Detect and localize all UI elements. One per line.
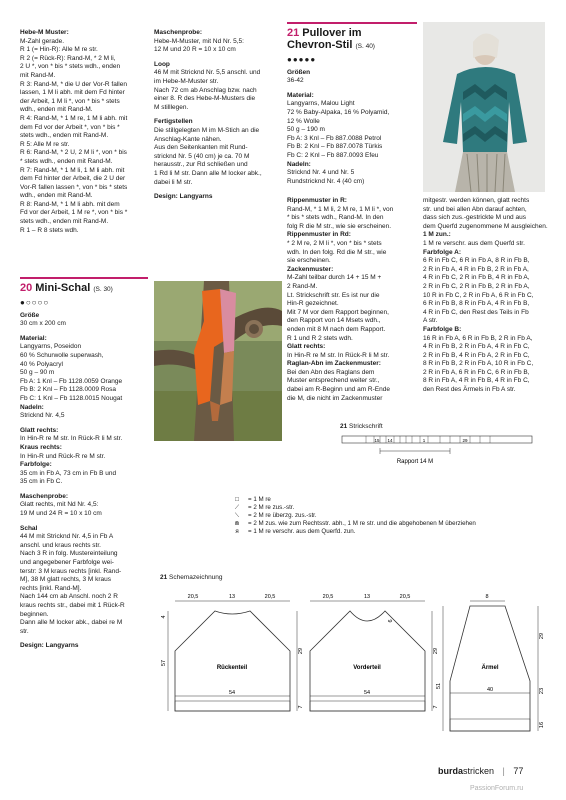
text-heading: Schal	[20, 524, 38, 532]
text-heading: Design: Langyarns	[154, 193, 213, 201]
text-heading: Zackenmuster:	[287, 265, 334, 273]
text-line: den Rest des Ärmels in Fb A str.	[423, 386, 516, 394]
text-line: 12 % Wolle	[287, 117, 320, 125]
text-line: dem Fd hinter der Arbeit, die 2 U der	[20, 175, 126, 183]
text-line: M-Zahl gerade.	[20, 37, 65, 45]
text-line: 2 R in Fb C, 2 R in Fb B, 2 R in Fb A,	[423, 282, 530, 290]
text-line: str.	[20, 627, 29, 635]
legend-row	[226, 496, 546, 504]
text-heading: Maschenprobe:	[154, 29, 203, 36]
text-line: 72 % Baby-Alpaka, 16 % Polyamid,	[287, 108, 390, 116]
text-line: lassen, 1 M li abh. mit dem Fd hinter	[20, 89, 125, 97]
text-heading: Raglan-Abn im Zackenmuster:	[287, 360, 381, 368]
text-line: Dann alle M locker abk., dabei re M	[20, 619, 123, 627]
text-line: 46 M mit Stricknd Nr. 5,5 anschl. und	[154, 69, 261, 77]
text-line: A str.	[423, 317, 438, 325]
text-line: Vor-R fallen lassen *, von * bis * stets	[20, 183, 128, 191]
text-heading: Material:	[287, 91, 314, 99]
text-line: 50 g – 90 m	[20, 369, 55, 377]
text-heading: Glatt rechts:	[287, 343, 326, 351]
text-heading: Farbfolge B:	[423, 325, 462, 333]
schemazeichnung	[160, 574, 550, 754]
text-line: Fb A: 1 Knl – Fb 1128.0059 Orange	[20, 377, 123, 385]
page-number: 77	[513, 766, 524, 776]
schema-number: 21	[160, 574, 168, 581]
text-line: Fb C: 1 Knl – Fb 1128.0015 Nougat	[20, 394, 123, 402]
text-line: Glatt rechts, mit Nd Nr. 4,5:	[20, 501, 99, 509]
text-line: 1 M re verschr. aus dem Querfd str.	[423, 239, 525, 247]
column-4-farbfolge	[423, 197, 551, 395]
front-piece	[310, 594, 439, 711]
svg-text:7: 7	[433, 705, 439, 709]
text-line: 30 cm x 200 cm	[20, 320, 66, 328]
svg-text:23: 23	[539, 687, 545, 695]
column-3-rippenmuster	[287, 197, 417, 403]
text-line: M-Zahl teilbar durch 14 + 15 M +	[287, 274, 382, 282]
legend-text: = 2 M zus. wie zum Rechtsstr. abh., 1 M re str. und die abgehobenen M überziehen	[248, 520, 476, 527]
text-line: 40 % Polyacryl	[20, 360, 63, 368]
svg-text:40: 40	[486, 687, 494, 693]
rapport-label: Rapport 14 M	[396, 459, 434, 465]
text-heading: Material:	[20, 334, 47, 342]
text-line: Bei den Abn des Raglans dem	[287, 368, 375, 376]
svg-text:13: 13	[228, 594, 236, 600]
legend-symbol-icon: ⋒	[234, 520, 240, 527]
text-line: Stricknd Nr. 4,5	[20, 412, 65, 420]
photo-mini-schal	[154, 281, 282, 441]
text-line: Die stillgelegten M im M-Stich an die	[154, 126, 260, 134]
text-line: 8 R in Fb A, 4 R in Fb B, 4 R in Fb C,	[423, 377, 530, 385]
text-line: 36-42	[287, 77, 304, 85]
svg-text:6: 6	[388, 619, 394, 623]
section-number: 21	[287, 27, 300, 39]
brand-burda: burda	[438, 766, 464, 776]
text-line: R 1 – R 8 stets wdh.	[20, 226, 79, 234]
text-line: In Hin-R re M str. In Rück-R li M str.	[287, 351, 390, 359]
text-line: In Hin-R und Rück-R re M str.	[20, 452, 106, 460]
section-divider	[20, 277, 148, 279]
text-line: Fb B: 2 Knl – Fb 887.0078 Türkis	[287, 143, 383, 151]
legend-row	[226, 520, 546, 528]
svg-text:Ärmel: Ärmel	[481, 665, 499, 671]
text-line: Langyarns, Malou Light	[287, 100, 355, 108]
text-heading: Rippenmuster in Rd:	[287, 231, 351, 239]
chart-title: Strickschrift	[349, 423, 383, 430]
text-line: mit Rand-M.	[20, 71, 56, 79]
text-heading: Kraus rechts:	[20, 443, 62, 451]
legend-symbol-icon: ᴙ	[235, 528, 239, 535]
text-line: R 5: Alle M re str.	[20, 140, 70, 148]
text-line: dem Querfd zugenommene M ausgleichen.	[423, 222, 548, 230]
text-line: Rand-M, * 1 M li, 2 M re, 1 M li *, von	[287, 205, 394, 213]
text-line: R 2 (= Rück-R): Rand-M, * 2 M li,	[20, 54, 116, 62]
text-line: Fb C: 2 Knl – Fb 887.0093 Efeu	[287, 151, 379, 159]
text-line: M], 38 M glatt rechts, 3 M kraus	[20, 576, 112, 584]
text-line: * bis * stets wdh., Rand-M. In den	[287, 214, 384, 222]
section-title	[287, 27, 417, 53]
svg-text:4: 4	[161, 615, 167, 619]
grid-number-14: 14	[387, 438, 393, 443]
text-line: Langyarns, Poseidon	[20, 343, 82, 351]
text-line: Fb B: 2 Knl – Fb 1128.0009 Rosa	[20, 386, 116, 394]
text-heading: Nadeln:	[287, 160, 311, 168]
text-line: stets wdh., enden mit Rand-M.	[20, 218, 109, 226]
text-line: wdh. In den folg. Rd die M str., wie	[287, 248, 387, 256]
text-heading: Farbfolge:	[20, 461, 52, 469]
text-line: Mit 7 M vor dem Rapport beginnen,	[287, 308, 389, 316]
text-line: stets wdh., enden mit Rand-M.	[20, 132, 109, 140]
text-line: herausstr., zur Rd schließen und	[154, 161, 248, 169]
section-divider	[287, 22, 417, 24]
svg-text:Rückenteil: Rückenteil	[216, 665, 248, 671]
section-21-pullover	[287, 22, 417, 186]
svg-text:Vorderteil: Vorderteil	[353, 665, 381, 671]
text-line: Anschlag-Kante nähen.	[154, 135, 222, 143]
svg-text:8: 8	[485, 594, 489, 600]
svg-text:20,5: 20,5	[187, 594, 199, 600]
text-line: 60 % Schurwolle superwash,	[20, 351, 104, 359]
text-line: wdh., enden mit Rand-M.	[20, 106, 93, 114]
text-heading: Loop	[154, 60, 170, 68]
text-line: R 1 (= Hin-R): Alle M re str.	[20, 46, 98, 54]
text-line: Fd vor der Arbeit, 1 M re *, von * bis *	[20, 209, 128, 217]
svg-text:20,5: 20,5	[322, 594, 334, 600]
text-line: 2 Rand-M.	[287, 282, 318, 290]
text-line: In Hin-R re M str. In Rück-R li M str.	[20, 435, 123, 443]
text-line: Hin-R gezeichnet.	[287, 300, 339, 308]
text-line: R 3: Rand-M, * die U der Vor-R fallen	[20, 80, 127, 88]
legend-row	[226, 528, 546, 536]
text-line: Fb A: 3 Knl – Fb 887.0088 Petrol	[287, 134, 382, 142]
text-line: einer 8. R des Hebe-M-Musters die	[154, 95, 256, 103]
section-name: Mini-Schal	[35, 282, 91, 294]
svg-text:20,5: 20,5	[399, 594, 411, 600]
text-line: sie erscheinen.	[287, 257, 331, 265]
text-line: Nach 144 cm ab Anschl. noch 2 R	[20, 593, 118, 601]
difficulty-rating: ●●●●●	[287, 55, 317, 64]
text-heading: Größen	[287, 68, 311, 76]
svg-text:29: 29	[433, 647, 439, 655]
pullover-model-image	[423, 22, 545, 192]
text-heading: Hebe-M Muster:	[20, 29, 69, 36]
text-heading: 1 M zun.:	[423, 231, 451, 239]
section-21-text	[287, 69, 417, 187]
text-line: anschl. und kraus rechts str.	[20, 541, 101, 549]
text-line: 6 R in Fb C, 6 R in Fb A, 8 R in Fb B,	[423, 257, 530, 265]
text-line: dem Fd vor der Arbeit *, von * bis *	[20, 123, 120, 131]
text-heading: Größe	[20, 311, 40, 319]
legend-text: = 1 M re verschr. aus dem Querfd. zun.	[248, 528, 356, 535]
text-line: 4 R in Fb C, den Rest des Teils in Fb	[423, 308, 529, 316]
legend-text: = 2 M re zus.-str.	[248, 504, 295, 511]
text-line: folg R die M str., wie sie erscheinen.	[287, 222, 392, 230]
text-line: die M, die nicht im Zackenmuster	[287, 394, 383, 402]
text-heading: Glatt rechts:	[20, 426, 59, 434]
section-name: Pullover im	[302, 27, 362, 39]
grid-number-1: 1	[422, 438, 426, 443]
svg-text:29: 29	[539, 632, 545, 640]
text-line: dabei am R-Beginn und am R-Ende	[287, 386, 390, 394]
text-line: R 7: Rand-M, * 1 M li, 1 M li abh. mit	[20, 166, 125, 174]
text-line: Nach 72 cm ab Anschlag bzw. nach	[154, 86, 257, 94]
column-2-loop	[154, 29, 282, 202]
text-line: 6 R in Fb B, 8 R in Fb A, 4 R in Fb B,	[423, 300, 530, 308]
text-heading: Farbfolge A:	[423, 248, 462, 256]
svg-text:54: 54	[228, 690, 236, 696]
schema-label	[160, 574, 550, 581]
text-line: rechts [inkl. Rand-M].	[20, 584, 82, 592]
schema-diagram	[160, 581, 550, 746]
svg-text:51: 51	[436, 682, 442, 690]
grid-number-29: 29	[462, 438, 468, 443]
text-line: 2 R in Fb A, 4 R in Fb B, 2 R in Fb A,	[423, 265, 529, 273]
text-line: 8 R in Fb B, 2 R in Fb A, 10 R in Fb C,	[423, 360, 534, 368]
text-line: enden mit 8 M nach dem Rapport.	[287, 325, 386, 333]
text-line: R 6: Rand-M, * 2 U, 2 M li *, von * bis	[20, 149, 127, 157]
text-line: 50 g – 190 m	[287, 126, 325, 134]
text-line: Stricknd Nr. 4 und Nr. 5	[287, 169, 355, 177]
text-line: * 2 M re, 2 M li *, von * bis * stets	[287, 239, 382, 247]
text-line: 2 R in Fb A, 6 R in Fb C, 6 R in Fb B,	[423, 368, 530, 376]
text-line: Lt. Strickschrift str. Es ist nur die	[287, 291, 380, 299]
text-line: im Hebe-M-Muster str.	[154, 77, 219, 85]
text-line: Nach 3 R in folg. Mustereinteilung	[20, 550, 118, 558]
text-line: 12 M und 20 R = 10 x 10 cm	[154, 46, 236, 54]
chart-number: 21	[340, 423, 348, 430]
text-line: R 4: Rand-M, * 1 M re, 1 M li abh. mit	[20, 114, 128, 122]
text-line: 19 M und 24 R = 10 x 10 cm	[20, 510, 102, 518]
scarf-tree-image	[154, 281, 282, 441]
text-heading: Rippenmuster in R:	[287, 197, 347, 204]
text-line: 10 R in Fb C, 2 R in Fb A, 6 R in Fb C,	[423, 291, 534, 299]
text-line: der Arbeit, 1 M li *, von * bis * stets	[20, 97, 120, 105]
text-line: 2 U *, von * bis * stets wdh., enden	[20, 63, 121, 71]
section-number: 20	[20, 282, 33, 294]
page-footer: burdastricken | 77	[438, 766, 524, 776]
text-line: terstr: 3 M kraus rechts [inkl. Rand-	[20, 567, 122, 575]
text-line: den Rapport von 14 Msets wdh.,	[287, 317, 381, 325]
brand-stricken: stricken	[463, 766, 495, 776]
text-line: Aus den Seitenkanten mit Rund-	[154, 144, 248, 152]
text-heading: Nadeln:	[20, 403, 44, 411]
svg-text:16: 16	[539, 721, 545, 729]
legend-symbol-icon: ⟍	[234, 512, 240, 519]
text-line: stricknd Nr. 5 (40 cm) je ca. 70 M	[154, 152, 250, 160]
difficulty-rating: ●○○○○	[20, 298, 50, 307]
svg-text:57: 57	[161, 659, 167, 667]
section-20-text	[20, 312, 148, 651]
text-line: 16 R in Fb A, 6 R in Fb B, 2 R in Fb A,	[423, 334, 533, 342]
grid-number-15: 15	[374, 438, 380, 443]
text-line: Rundstricknd Nr. 4 (40 cm)	[287, 177, 365, 185]
watermark: PassionForum.ru	[470, 785, 524, 792]
text-line: M stilllegen.	[154, 103, 189, 111]
text-line: wdh., enden mit Rand-M.	[20, 192, 93, 200]
text-heading: Design: Langyarns	[20, 642, 79, 650]
text-line: beginnen.	[20, 610, 49, 618]
text-line: 4 R in Fb B, 2 R in Fb A, 4 R in Fb C,	[423, 343, 530, 351]
strickschrift-chart	[340, 423, 540, 483]
svg-text:54: 54	[363, 690, 371, 696]
legend-row	[226, 504, 546, 512]
text-line: 35 cm in Fb A, 73 cm in Fb B und	[20, 469, 117, 477]
column-1-hebe-muster	[20, 29, 148, 235]
text-heading: Fertigstellen	[154, 118, 193, 126]
legend-text: = 2 M re überzg. zus.-str.	[248, 512, 317, 519]
text-line: mitgestr. werden können, glatt rechts	[423, 197, 530, 204]
text-line: R 1 und R 2 stets wdh.	[287, 334, 353, 342]
section-20-mini-schal	[20, 277, 148, 651]
back-piece	[161, 594, 304, 711]
text-line: und angegebener Farbfolge wei-	[20, 559, 114, 567]
svg-text:20,5: 20,5	[264, 594, 276, 600]
text-line: kraus rechts str., dabei mit 1 Rück-R	[20, 602, 125, 609]
svg-text:13: 13	[363, 594, 371, 600]
section-name-line-2: Chevron-Stil	[287, 39, 353, 51]
symbol-legend	[226, 496, 546, 536]
text-heading: Maschenprobe:	[20, 492, 69, 500]
legend-symbol-icon: □	[235, 496, 239, 503]
svg-text:29: 29	[298, 647, 304, 655]
svg-text:7: 7	[298, 705, 304, 709]
page-reference: (S. 30)	[93, 286, 113, 293]
text-line: dass sich zus.-gestrickte M und aus	[423, 214, 526, 222]
text-line: 44 M mit Stricknd Nr. 4,5 in Fb A	[20, 533, 114, 541]
page-reference: (S. 40)	[355, 43, 375, 50]
legend-symbol-icon: ⟋	[234, 504, 240, 511]
photo-pullover	[423, 22, 545, 192]
text-line: 35 cm in Fb C.	[20, 478, 63, 486]
text-line: Muster entsprechend weiter str.,	[287, 377, 380, 385]
text-line: str. und bei allen Abn darauf achten,	[423, 205, 527, 213]
sleeve-piece	[436, 594, 545, 731]
legend-text: = 1 M re	[248, 496, 271, 503]
text-line: R 8: Rand-M, * 1 M li abh. mit dem	[20, 200, 120, 208]
section-title	[20, 282, 148, 296]
text-line: * stets wdh., enden mit Rand-M.	[20, 157, 113, 165]
text-line: 2 R in Fb B, 4 R in Fb A, 2 R in Fb C,	[423, 351, 530, 359]
strickschrift-label	[340, 423, 540, 430]
schema-title: Schemazeichnung	[169, 574, 223, 581]
text-line: dabei li M str.	[154, 178, 193, 186]
legend-row	[226, 512, 546, 520]
strickschrift-grid	[340, 430, 540, 472]
text-line: 1 Rd li M str. Dann alle M locker abk.,	[154, 169, 262, 177]
text-line: Hebe-M-Muster, mit Nd Nr. 5,5:	[154, 37, 244, 45]
text-line: 4 R in Fb C, 2 R in Fb B, 4 R in Fb A,	[423, 274, 530, 282]
